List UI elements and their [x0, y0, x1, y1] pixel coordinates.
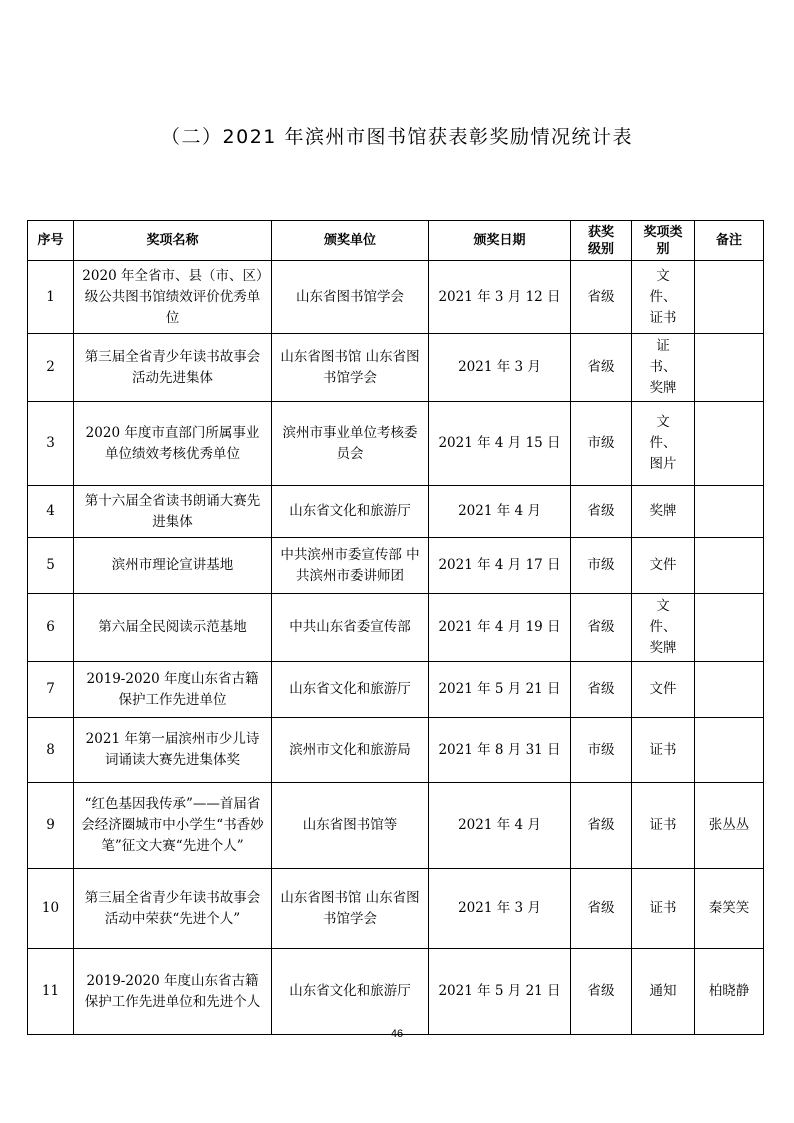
- cell-index: 9: [28, 783, 74, 869]
- cell-level: 省级: [571, 334, 632, 402]
- cell-index: 7: [28, 662, 74, 718]
- cell-level: 省级: [571, 594, 632, 662]
- cell-remarks: [695, 594, 764, 662]
- cell-award-name: 滨州市理论宣讲基地: [74, 538, 272, 594]
- cell-level: 省级: [571, 662, 632, 718]
- cell-award-name: 第六届全民阅读示范基地: [74, 594, 272, 662]
- cell-date: 2021 年 3 月 12 日: [429, 261, 571, 334]
- cell-award-name: 2021 年第一届滨州市少儿诗词诵读大赛先进集体奖: [74, 718, 272, 783]
- cell-remarks: 柏晓静: [695, 949, 764, 1035]
- cell-remarks: [695, 718, 764, 783]
- cell-remarks: [695, 662, 764, 718]
- cell-level: 市级: [571, 718, 632, 783]
- cell-category: 证书: [632, 718, 695, 783]
- cell-category: 文件、奖牌: [632, 594, 695, 662]
- cell-date: 2021 年 4 月: [429, 783, 571, 869]
- header-level: 获奖级别: [571, 221, 632, 261]
- cell-level: 市级: [571, 402, 632, 486]
- cell-date: 2021 年 3 月: [429, 869, 571, 949]
- cell-remarks: [695, 261, 764, 334]
- cell-award-name: 2019-2020 年度山东省古籍保护工作先进单位和先进个人: [74, 949, 272, 1035]
- cell-date: 2021 年 3 月: [429, 334, 571, 402]
- cell-award-name: 第三届全省青少年读书故事会活动中荣获“先进个人”: [74, 869, 272, 949]
- page-title: （二）2021 年滨州市图书馆获表彰奖励情况统计表: [161, 126, 633, 148]
- cell-remarks: [695, 402, 764, 486]
- cell-remarks: [695, 538, 764, 594]
- cell-level: 省级: [571, 261, 632, 334]
- cell-category: 证书: [632, 869, 695, 949]
- cell-level: 市级: [571, 538, 632, 594]
- table-row: [28, 538, 764, 594]
- cell-index: 8: [28, 718, 74, 783]
- cell-issuer: 滨州市事业单位考核委员会: [272, 402, 429, 486]
- cell-remarks: 秦笑笑: [695, 869, 764, 949]
- cell-date: 2021 年 5 月 21 日: [429, 662, 571, 718]
- cell-issuer: 山东省文化和旅游厅: [272, 486, 429, 538]
- cell-date: 2021 年 4 月 15 日: [429, 402, 571, 486]
- cell-level: 省级: [571, 869, 632, 949]
- cell-remarks: 张丛丛: [695, 783, 764, 869]
- table-row: [28, 402, 764, 486]
- header-category: 奖项类别: [632, 221, 695, 261]
- header-date: 颁奖日期: [429, 221, 571, 261]
- table-row: [28, 334, 764, 402]
- cell-issuer: 山东省图书馆 山东省图书馆学会: [272, 869, 429, 949]
- cell-date: 2021 年 4 月: [429, 486, 571, 538]
- cell-index: 6: [28, 594, 74, 662]
- cell-category: 文件: [632, 662, 695, 718]
- cell-issuer: 山东省文化和旅游厅: [272, 662, 429, 718]
- cell-remarks: [695, 334, 764, 402]
- cell-index: 1: [28, 261, 74, 334]
- table-row: [28, 869, 764, 949]
- table-row: [28, 594, 764, 662]
- awards-table: [27, 220, 764, 1035]
- table-row: [28, 261, 764, 334]
- cell-level: 省级: [571, 783, 632, 869]
- cell-remarks: [695, 486, 764, 538]
- cell-issuer: 山东省图书馆等: [272, 783, 429, 869]
- cell-index: 11: [28, 949, 74, 1035]
- cell-index: 4: [28, 486, 74, 538]
- cell-date: 2021 年 5 月 21 日: [429, 949, 571, 1035]
- cell-award-name: 第十六届全省读书朗诵大赛先进集体: [74, 486, 272, 538]
- header-remarks: 备注: [695, 221, 764, 261]
- cell-issuer: 滨州市文化和旅游局: [272, 718, 429, 783]
- table-row: [28, 662, 764, 718]
- table-row: [28, 718, 764, 783]
- cell-index: 5: [28, 538, 74, 594]
- cell-category: 文件: [632, 538, 695, 594]
- cell-index: 3: [28, 402, 74, 486]
- cell-award-name: 2019-2020 年度山东省古籍保护工作先进单位: [74, 662, 272, 718]
- cell-issuer: 山东省图书馆 山东省图书馆学会: [272, 334, 429, 402]
- cell-award-name: 2020 年度市直部门所属事业单位绩效考核优秀单位: [74, 402, 272, 486]
- cell-category: 证书: [632, 783, 695, 869]
- table-row: [28, 783, 764, 869]
- cell-level: 省级: [571, 486, 632, 538]
- cell-award-name: “红色基因我传承”——首届省会经济圈城市中小学生“书香妙笔”征文大赛“先进个人”: [74, 783, 272, 869]
- table-row: [28, 949, 764, 1035]
- cell-category: 奖牌: [632, 486, 695, 538]
- cell-category: 证书、奖牌: [632, 334, 695, 402]
- cell-category: 文件、证书: [632, 261, 695, 334]
- cell-award-name: 第三届全省青少年读书故事会活动先进集体: [74, 334, 272, 402]
- cell-issuer: 山东省图书馆学会: [272, 261, 429, 334]
- cell-index: 10: [28, 869, 74, 949]
- cell-date: 2021 年 4 月 19 日: [429, 594, 571, 662]
- header-index: 序号: [28, 221, 74, 261]
- table-row: [28, 486, 764, 538]
- cell-index: 2: [28, 334, 74, 402]
- table-header-row: [28, 221, 764, 261]
- cell-level: 省级: [571, 949, 632, 1035]
- cell-category: 通知: [632, 949, 695, 1035]
- cell-date: 2021 年 8 月 31 日: [429, 718, 571, 783]
- cell-issuer: 山东省文化和旅游厅: [272, 949, 429, 1035]
- cell-category: 文件、图片: [632, 402, 695, 486]
- cell-issuer: 中共山东省委宣传部: [272, 594, 429, 662]
- page-number: 46: [390, 1028, 404, 1040]
- cell-issuer: 中共滨州市委宣传部 中共滨州市委讲师团: [272, 538, 429, 594]
- header-award-name: 奖项名称: [74, 221, 272, 261]
- header-issuer: 颁奖单位: [272, 221, 429, 261]
- cell-award-name: 2020 年全省市、县（市、区）级公共图书馆绩效评价优秀单位: [74, 261, 272, 334]
- cell-date: 2021 年 4 月 17 日: [429, 538, 571, 594]
